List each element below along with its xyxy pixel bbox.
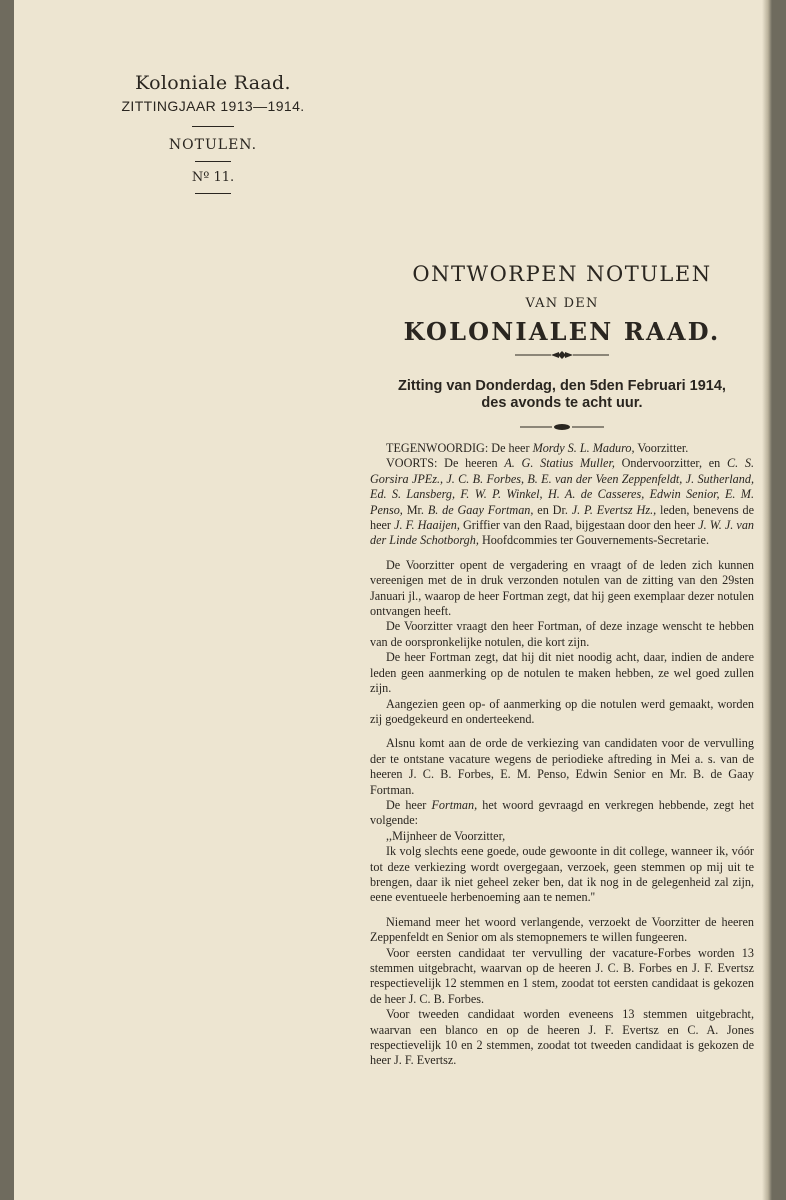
text: Voorzitter. bbox=[637, 441, 689, 455]
paragraph bbox=[370, 798, 754, 829]
document-number: Nº 11. bbox=[191, 170, 235, 185]
meeting-heading bbox=[370, 378, 754, 412]
divider bbox=[195, 161, 231, 162]
members-paragraph bbox=[370, 456, 754, 548]
council-title: Koloniale Raad. bbox=[135, 72, 291, 94]
paragraph: Alsnu komt aan de orde de verkiezing van candidaten voor de vervulling der te ontstane vacature wegens de periodieke aftreding in Mei a. s. van de heeren J. C. B. Forbes, E. M. Penso, Edwin Senior en Mr. B. de Gaay Fortman. bbox=[370, 736, 754, 797]
label: VOORTS: bbox=[386, 456, 438, 471]
paragraph: Ik volg slechts eene goede, oude gewoonte in dit college, wanneer ik, vóór tot deze verkiezing wordt overgegaan, verzoek, geen stemmen op mij uit te brengen, daar ik niet geheel zeker ben, dat ik nog in de gelegenheid zal zijn, eene eventueele herbenoeming aan te nemen.'' bbox=[370, 844, 754, 905]
paragraph: Niemand meer het woord verlangende, verzoekt de Voorzitter de heeren Zeppenfeldt en Senior om als stemopnemers te willen fungeeren. bbox=[370, 914, 754, 945]
paragraph: De heer Fortman zegt, dat hij dit niet noodig acht, daar, indien de andere leden geen aanmerking op de notulen te maken hebben, ze wel goed zullen zijn. bbox=[370, 650, 754, 696]
session-year: ZITTINGJAAR 1913—1914. bbox=[121, 98, 305, 114]
text: en Dr. bbox=[537, 502, 568, 517]
text: Ondervoorzitter, en bbox=[621, 456, 721, 471]
text: De heer bbox=[386, 797, 427, 812]
council-name: KOLONIALEN RAAD. bbox=[403, 317, 721, 346]
member-name: A. G. Statius Muller, bbox=[504, 456, 615, 471]
chair-name: Mordy S. L. Maduro, bbox=[532, 441, 635, 455]
text: leden, benevens de heer bbox=[370, 502, 754, 533]
member-names: C. S. Gorsira JPEz., J. C. B. Forbes, B. E. van der Veen Zeppenfeldt, J. Sutherland, Ed. S. Lansberg, F. W. P. Winkel, H. A. de Casseres, Edwin Senior, E. M. Penso, bbox=[370, 456, 755, 517]
document-subtitle: VAN DEN bbox=[525, 296, 599, 311]
left-header bbox=[98, 72, 328, 194]
paragraph: Voor eersten candidaat ter vervulling der vacature-Forbes worden 13 stemmen uitgebracht, waarvan op de heeren J. C. B. Forbes en J. F. Evertsz respectievelijk 12 stemmen en 1 stem, zoodat tot eersten candidaat is gekozen de heer J. C. B. Forbes. bbox=[370, 945, 754, 1006]
divider bbox=[192, 126, 234, 127]
paragraph: De Voorzitter opent de vergadering en vraagt of de leden zich kunnen vereenigen met de in druk verzonden notulen van de zitting van den 29sten Januari jl., waarop de heer Fortman zegt, dat hij geen exemplaar dezer notulen ontvangen heeft. bbox=[370, 557, 754, 619]
paragraph: Aangezien geen op- of aanmerking op die notulen werd gemaakt, worden zij goedgekeurd en onderteekend. bbox=[370, 696, 754, 726]
page-gutter bbox=[762, 0, 772, 1200]
member-name: J. P. Evertsz Hz., bbox=[571, 502, 657, 517]
label: TEGENWOORDIG: bbox=[386, 441, 489, 455]
main-column bbox=[370, 262, 754, 1069]
speaker-name: Fortman, bbox=[431, 797, 478, 812]
ornament-divider-icon bbox=[514, 422, 610, 432]
text: Griffier van den Raad, bijgestaan door den heer bbox=[462, 518, 696, 533]
paragraph: De Voorzitter vraagt den heer Fortman, of deze inzage wenscht te hebben van de oorspronkelijke notulen, die kort zijn. bbox=[370, 619, 754, 649]
paragraph: Voor tweeden candidaat worden eveneens 13 stemmen uitgebracht, waarvan een blanco en op de heeren J. F. Evertsz en C. A. Jones respectievelijk 10 en 2 stemmen, zoodat tot tweeden candidaat is gekozen de heer J. F. Evertsz. bbox=[370, 1007, 754, 1068]
text: Hoofdcommies ter Gouvernements-Secretarie. bbox=[481, 533, 710, 548]
ornament-divider-icon bbox=[507, 350, 617, 360]
divider bbox=[195, 193, 231, 194]
attendance-paragraph bbox=[370, 441, 754, 456]
paragraph: ,,Mijnheer de Voorzitter, bbox=[386, 828, 506, 843]
assistant-name: J. W. J. van der Linde Schotborgh, bbox=[370, 518, 755, 548]
minutes-body bbox=[370, 441, 754, 1069]
meeting-time: des avonds te acht uur. bbox=[481, 395, 643, 411]
section-label: NOTULEN. bbox=[168, 137, 258, 153]
text: De heer bbox=[491, 441, 530, 455]
document-page bbox=[14, 0, 772, 1200]
text: Mr. bbox=[406, 502, 424, 517]
text: het woord gevraagd en verkregen hebbende, zegt het volgende: bbox=[370, 797, 754, 828]
clerk-name: J. F. Haaijen, bbox=[394, 518, 460, 533]
text: De heeren bbox=[444, 456, 498, 471]
meeting-date: Zitting van Donderdag, den 5den Februari 1914, bbox=[398, 378, 726, 394]
member-name: B. de Gaay Fortman, bbox=[427, 502, 534, 517]
document-title: ONTWORPEN NOTULEN bbox=[412, 262, 712, 286]
